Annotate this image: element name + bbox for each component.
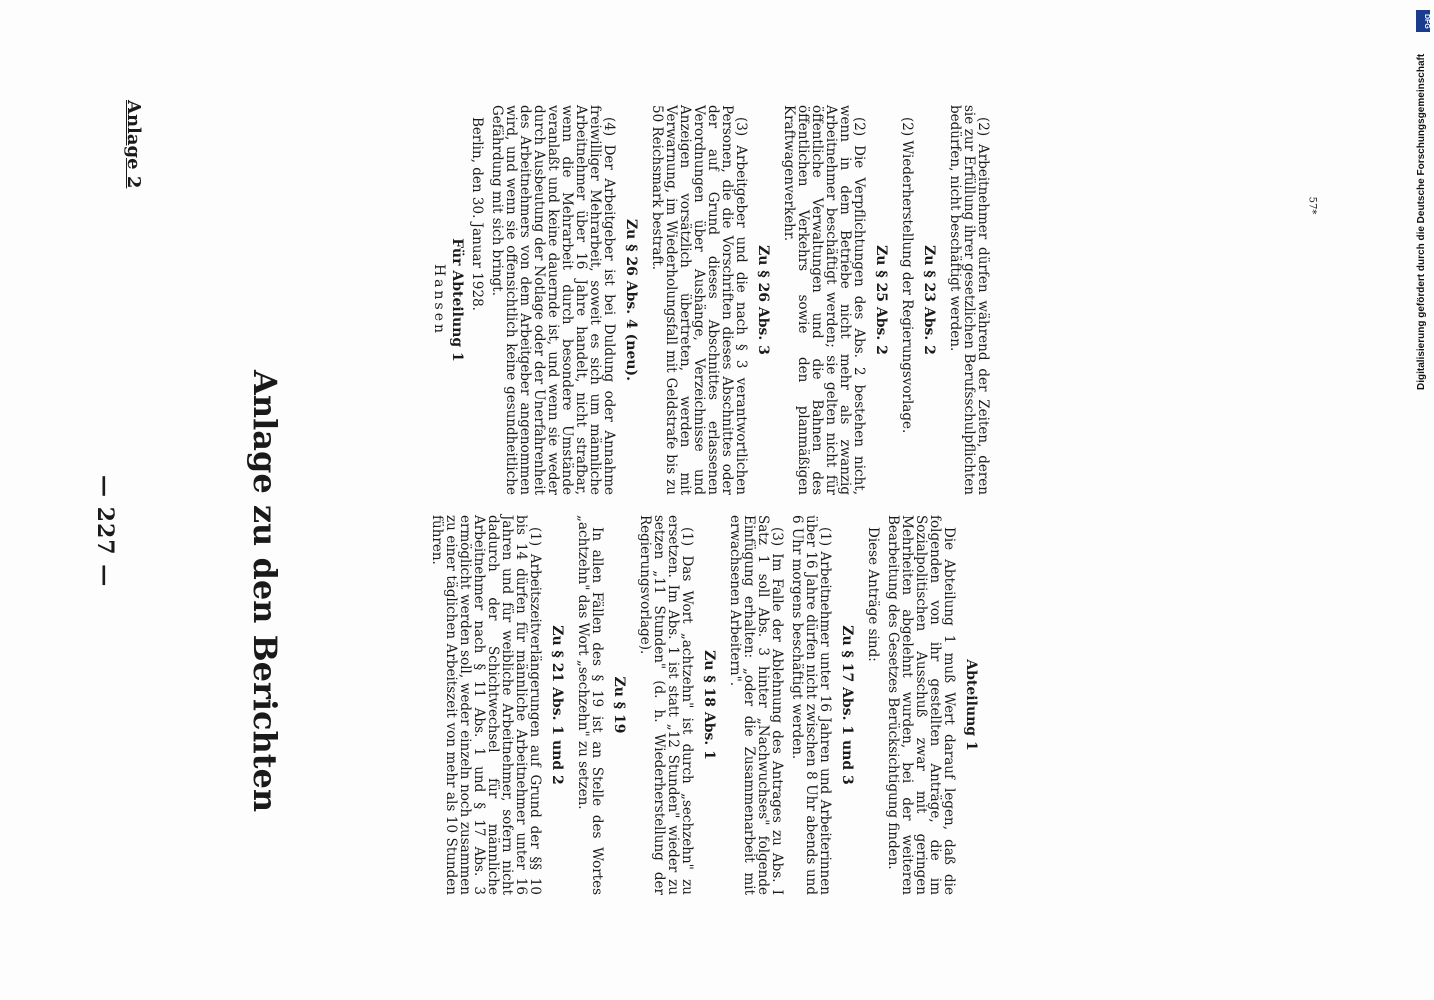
heading-section-19: Zu § 19 [611, 676, 627, 734]
paragraph: Die Abteilung 1 muß Wert darauf legen, daß die folgenden von ihr gestellten Anträge, die im Sozialpolitischen Ausschuß zwar mit geringen Mehrheiten abgelehnt wurden, bei der weiteren Bearbeitung des Gesetzes Berücksichtigung finden. [885, 515, 957, 895]
paragraph: (3) Im Falle der Ablehnung des Antrages zu Abs. I Satz 1 soll Abs. 3 hinter „Nachwuchses" folgende Einfügung erhalten: „oder die Zusammenarbeit mit erwachsenen Arbeitern". [727, 515, 785, 895]
heading-section-21: Zu § 21 Abs. 1 und 2 [549, 625, 565, 785]
heading-section-26-4: Zu § 26 Abs. 4 (neu). [623, 218, 639, 382]
paragraph: (1) Das Wort „achtzehn" ist durch „sechzehn" zu ersetzen. Im Abs. 1 ist statt „12 Stunden" wieder zu setzen „11 Stunden" (d. h. Wiederherstellung der Regierungsvorlage). [637, 515, 695, 895]
anlage-label: Anlage 2 [123, 100, 144, 189]
paragraph: (2) Wiederherstellung der Regierungsvorlage. [899, 117, 915, 434]
footnote-mark: 57* [1306, 196, 1318, 215]
heading-abteilung: Abteilung 1 [963, 659, 979, 751]
heading-section-25: Zu § 25 Abs. 2 [873, 245, 889, 355]
dfg-logo: DFG [1416, 10, 1430, 32]
heading-section-18: Zu § 18 Abs. 1 [701, 650, 717, 760]
heading-section-17: Zu § 17 Abs. 1 und 3 [839, 625, 855, 785]
paragraph: (1) Arbeitszeitverlängerungen auf Grund der §§ 10 bis 14 dürfen für männliche Arbeitnehmer unter 16 Jahren und für weibliche Arbeitnehmer, sofern nicht dadurch der Schichtwechsel für männliche Arbeitnehmer nach § 11 Abs. 1 und § 17 Abs. 3 ermöglicht werden soll, weder einzeln noch zusammen zu einer täglichen Arbeitszeit von mehr als 10 Stunden führen. [429, 515, 543, 895]
paragraph: (2) Arbeitnehmer dürfen während der Zeiten, deren sie zur Erfüllung ihrer gesetzlichen Berufsschulpflichten bedürfen, nicht beschäftigt werden. [947, 105, 991, 495]
digitization-stamp: Digitalisierung gefördert durch die Deutsche Forschungsgemeinschaft [1416, 53, 1427, 390]
heading-section-26-3: Zu § 26 Abs. 3 [755, 245, 771, 355]
heading-section-23: Zu § 23 Abs. 2 [921, 245, 937, 355]
paragraph: (3) Arbeitgeber und die nach § 3 verantwortlichen Personen, die die Vorschriften dieses Abschnittes oder der auf Grund dieses Abschnittes erlassenen Verordnungen über Aushänge, Verzeichnisse und Anzeigen vorsätzlich übertreten, werden mit Verwarnung, im Wiederholungsfall mit Geldstrafe bis zu 50 Reichsmark bestraft. [649, 105, 749, 495]
document-title: Anlage zu den Berichten [246, 370, 284, 813]
signature-for: Für Abteilung 1 [449, 238, 465, 362]
left-column [424, 515, 990, 895]
page-number: — 227 — [92, 475, 118, 588]
paragraph: Diese Anträge sind: [865, 527, 881, 662]
paragraph: (2) Die Verpflichtungen des Abs. 2 bestehen nicht, wenn in dem Betriebe nicht mehr als zwanzig Arbeitnehmer beschäftigt werden; sie gelten nicht für öffentliche Verwaltungen und die Bahnen des öffentlichen Verkehrs sowie den planmäßigen Kraftwagenverkehr. [781, 105, 867, 495]
right-column [430, 105, 990, 495]
date-line: Berlin, den 30. Januar 1928. [469, 117, 485, 311]
paragraph: (1) Arbeitnehmer unter 16 Jahren und Arbeiterinnen über 16 Jahre dürfen nicht zwischen 8 Uhr abends und 6 Uhr morgens beschäftigt werden. [789, 515, 833, 895]
paragraph: (4) Der Arbeitgeber ist bei Duldung oder Annahme freiwilliger Mehrarbeit, soweit es sich um männliche Arbeitnehmer über 16 Jahre handelt, nicht strafbar, wenn die Mehrarbeit durch besondere Umstände veranlaßt und keine dauernde ist, und wenn sie weder durch Ausbeutung der Notlage oder der Unerfahrenheit des Arbeitnehmers von dem Arbeitgeber angenommen wird, und wenn sie offensichtlich keine gesundheitliche Gefährdung mit sich bringt. [489, 105, 617, 495]
signature-name: Hansen [431, 263, 447, 337]
rotated-document-page [90, 60, 1030, 960]
paragraph: In allen Fällen des § 19 ist an Stelle des Wortes „achtzehn" das Wort „sechzehn" zu setzen. [575, 515, 605, 895]
